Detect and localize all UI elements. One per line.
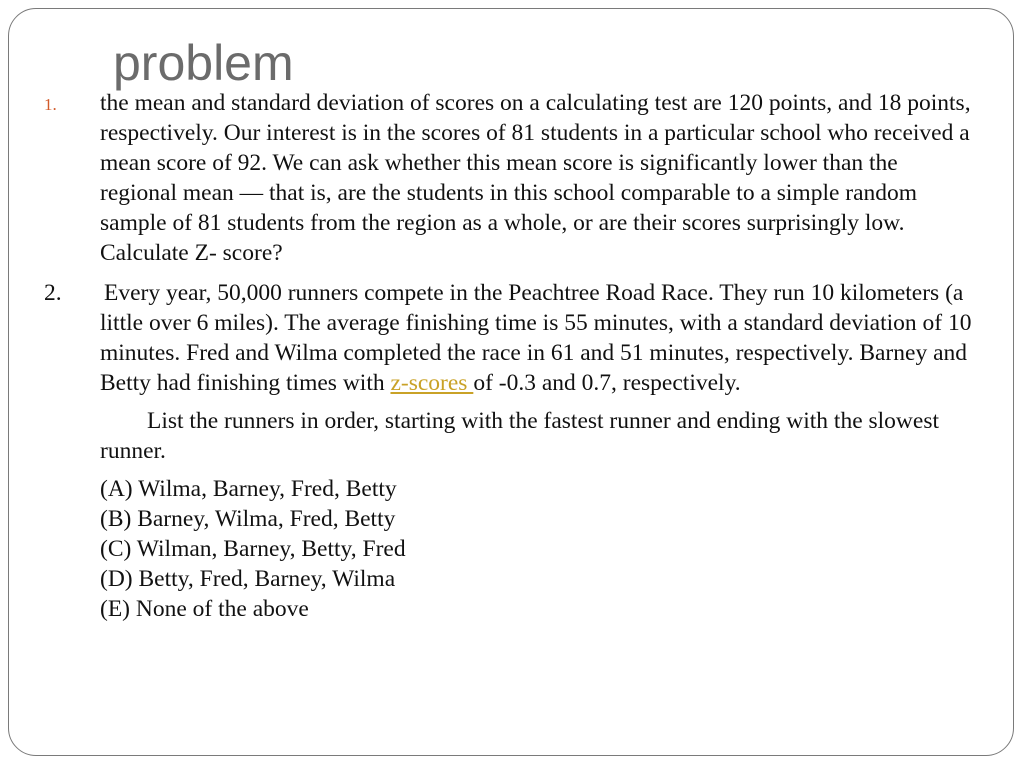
- problem-1-number: 1.: [44, 95, 57, 114]
- problem-2-text-part-1: Every year, 50,000 runners compete in the Peachtree Road Race. They run 10 kilometers (a little over 6 miles). The average finishing time is 55 minutes, with a standard deviation of 10 minutes. Fred and Wilma completed the race in 61 and 51 minutes, respectively. Barney and Betty had finishing times with: [100, 280, 972, 396]
- problem-1: [44, 88, 980, 268]
- option-c: (C) Wilman, Barney, Betty, Fred: [100, 536, 406, 562]
- slide-title: problem: [113, 35, 294, 91]
- option-b: (B) Barney, Wilma, Fred, Betty: [100, 506, 396, 532]
- problem-1-text: the mean and standard deviation of scores on a calculating test are 120 points, and 18 points, respectively. Our interest is in the scores of 81 students in a particular school who received a mean score of 92. We can ask whether this mean score is significantly lower than the regional mean — that is, are the students in this school comparable to a simple random sample of 81 students from the region as a whole, or are their scores surprisingly low. Calculate Z- score?: [100, 90, 971, 266]
- answer-options: [100, 474, 980, 624]
- option-e: (E) None of the above: [100, 596, 309, 622]
- problem-2-text-part-2: of -0.3 and 0.7, respectively.: [473, 370, 741, 396]
- problem-2-number: 2.: [44, 280, 62, 306]
- problem-2-text: [100, 278, 980, 398]
- problem-2-instruction: List the runners in order, starting with the fastest runner and ending with the slowest runner.: [100, 408, 940, 464]
- option-d: (D) Betty, Fred, Barney, Wilma: [100, 566, 396, 592]
- option-a: (A) Wilma, Barney, Fred, Betty: [100, 476, 397, 502]
- slide-body: [44, 88, 980, 624]
- problem-2: [44, 278, 980, 624]
- z-scores-link[interactable]: z-scores: [390, 370, 474, 396]
